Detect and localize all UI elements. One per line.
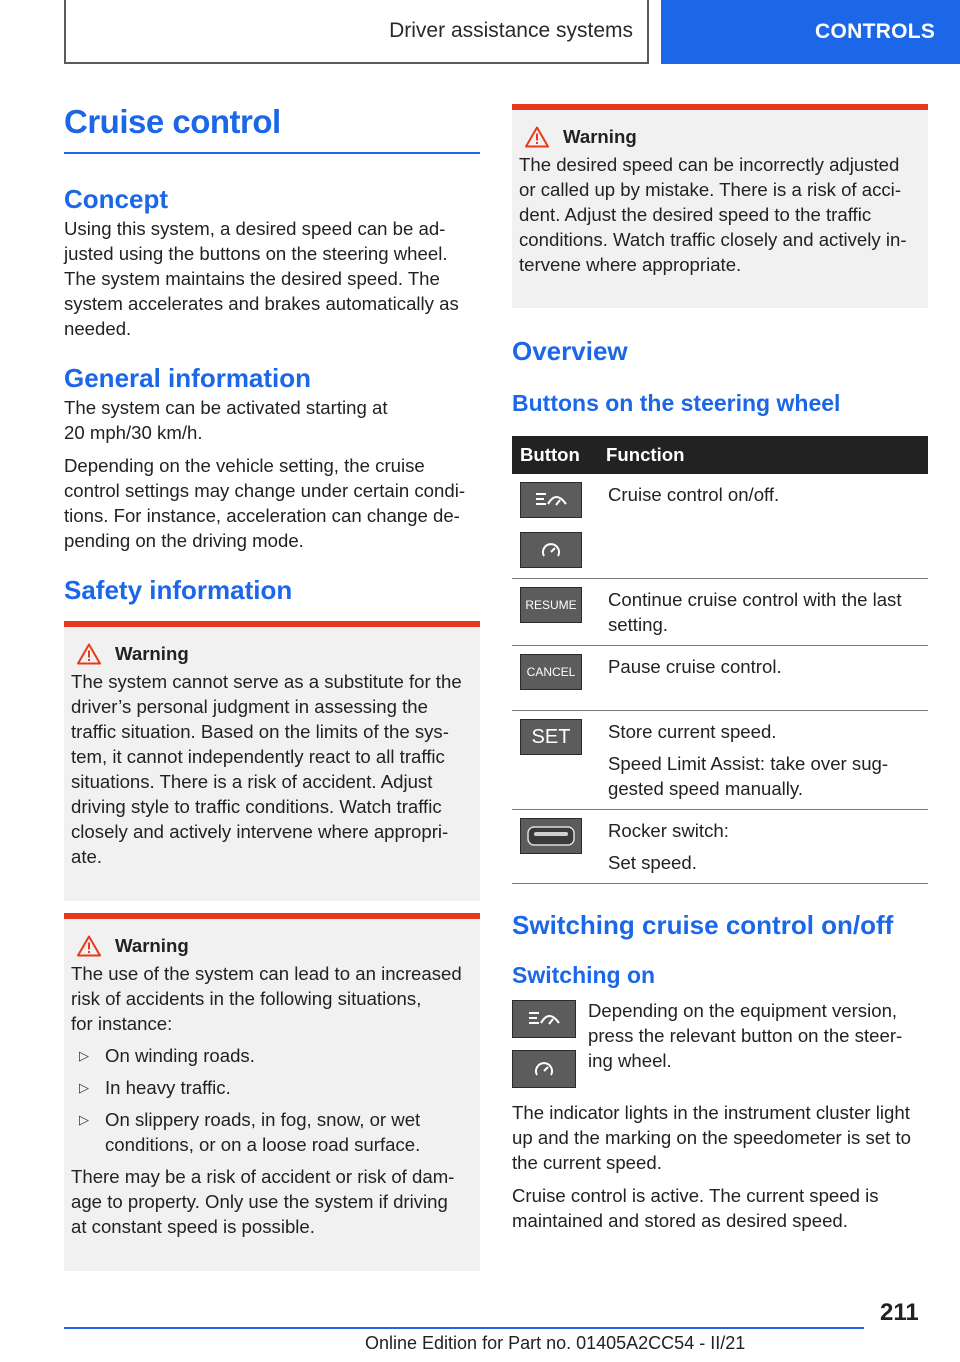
function-cell <box>598 810 928 884</box>
bullet-text: On winding roads. <box>105 1045 255 1066</box>
warning-box-1 <box>64 621 480 901</box>
warning-head-2 <box>77 935 473 957</box>
concept-text: Using this system, a desired speed can be ad- justed using the buttons on the steering wheel. The system maintains the desired speed. The system accelerates and brakes automatically as needed. <box>64 218 459 339</box>
warning-triangle-icon <box>77 935 101 957</box>
resume-button-image: RESUME <box>520 587 582 623</box>
function-text: Continue cruise control with the last setting. <box>608 589 902 635</box>
page-number: 211 <box>880 1299 919 1326</box>
bullet-text: In heavy traffic. <box>105 1077 231 1098</box>
switching-text-1: The indicator lights in the instrument cluster light up and the marking on the speedometer is set to the current speed. <box>512 1102 911 1173</box>
general-text-2: Depending on the vehicle setting, the cruise control settings may change under certain condi- tions. For instance, acceleration can change de- pending on the driving mode. <box>64 455 466 551</box>
function-text-secondary: Speed Limit Assist: take over sug- gested speed manually. <box>608 753 889 799</box>
table-row <box>512 810 928 884</box>
table-row <box>512 474 928 579</box>
table-header-row <box>512 436 928 474</box>
footer-divider <box>64 1327 864 1329</box>
warning-head-3 <box>525 126 921 148</box>
warning-outro-2: There may be a risk of accident or risk of dam- age to property. Only use the system if driving at constant speed is possible. <box>71 1166 455 1237</box>
column-header-button: Button <box>512 436 598 474</box>
list-item <box>71 1043 473 1068</box>
warning-triangle-icon <box>77 643 101 665</box>
right-column <box>512 104 928 1233</box>
safety-heading: Safety information <box>64 575 293 605</box>
rocker-switch-icon <box>520 818 582 854</box>
cruise-control-icon <box>512 1000 576 1038</box>
warning-head-1 <box>77 643 473 665</box>
general-heading: General information <box>64 363 312 393</box>
function-cell <box>598 474 928 579</box>
button-cell <box>512 810 598 884</box>
warning-intro-2: The use of the system can lead to an increased risk of accidents in the following situations, for instance: <box>71 963 462 1034</box>
header-section <box>64 0 649 64</box>
left-column <box>64 100 480 1271</box>
switching-heading: Switching cruise control on/off <box>512 910 894 940</box>
list-item <box>71 1107 473 1157</box>
page-title: Cruise control <box>64 100 480 154</box>
bullet-text: On slippery roads, in fog, snow, or wet conditions, or on a loose road surface. <box>105 1109 421 1155</box>
column-header-function: Function <box>598 436 928 474</box>
general-text-1: The system can be activated starting at 20 mph/30 km/h. <box>64 397 388 443</box>
switching-on-text: Depending on the equipment version, press the relevant button on the steer- ing wheel. <box>588 1000 903 1071</box>
switching-buttons <box>512 998 588 1088</box>
table-row <box>512 579 928 646</box>
function-text-secondary: Set speed. <box>608 852 697 873</box>
warning-box-2 <box>64 913 480 1271</box>
set-button-image: SET <box>520 719 582 755</box>
function-cell <box>598 579 928 646</box>
warning-label-1: Warning <box>115 643 189 664</box>
button-cell <box>512 474 598 579</box>
table-row <box>512 646 928 711</box>
switching-text-2: Cruise control is active. The current speed is maintained and stored as desired speed. <box>512 1185 879 1231</box>
warning-triangle-icon <box>525 126 549 148</box>
triangle-bullet-icon: ▷ <box>79 1112 89 1127</box>
footer-edition: Online Edition for Part no. 01405A2CC54 - II/21 <box>365 1333 746 1353</box>
function-cell <box>598 711 928 810</box>
button-cell <box>512 579 598 646</box>
speedometer-icon <box>520 532 582 568</box>
button-cell <box>512 646 598 711</box>
switching-on-subheading: Switching on <box>512 962 656 988</box>
function-text: Store current speed. <box>608 721 777 742</box>
buttons-table <box>512 436 928 884</box>
header-section-label: Driver assistance systems <box>389 19 633 42</box>
table-row <box>512 711 928 810</box>
function-text: Pause cruise control. <box>608 656 782 677</box>
warning-text-1: The system cannot serve as a substitute for the driver’s personal judgment in assessing the traffic situation. Based on the limits of the sys- tem, it cannot independently react to all traffic situations. There is a risk of accident. Adjust driving style to traffic conditions. Watch traffic closely and actively intervene where appropri- ate. <box>71 671 462 867</box>
overview-heading: Overview <box>512 336 628 366</box>
cruise-control-icon <box>520 482 582 518</box>
button-cell <box>512 711 598 810</box>
triangle-bullet-icon: ▷ <box>79 1080 89 1095</box>
warning-text-3: The desired speed can be incorrectly adjusted or called up by mistake. There is a risk of acci- dent. Adjust the desired speed to the traffic conditions. Watch traffic closely and actively in- tervene where appropriate. <box>519 154 907 275</box>
warning-box-3 <box>512 104 928 308</box>
speedometer-icon <box>512 1050 576 1088</box>
cancel-button-image: CANCEL <box>520 654 582 690</box>
concept-heading: Concept <box>64 184 168 214</box>
function-text: Cruise control on/off. <box>608 484 780 505</box>
function-text: Rocker switch: <box>608 820 729 841</box>
list-item <box>71 1075 473 1100</box>
switching-on-block <box>512 998 928 1088</box>
warning-label-2: Warning <box>115 935 189 956</box>
triangle-bullet-icon: ▷ <box>79 1048 89 1063</box>
header-chapter <box>661 0 960 64</box>
function-cell <box>598 646 928 711</box>
header-chapter-label: CONTROLS <box>815 20 936 43</box>
warning-label-3: Warning <box>563 126 637 147</box>
buttons-subheading: Buttons on the steering wheel <box>512 390 841 416</box>
